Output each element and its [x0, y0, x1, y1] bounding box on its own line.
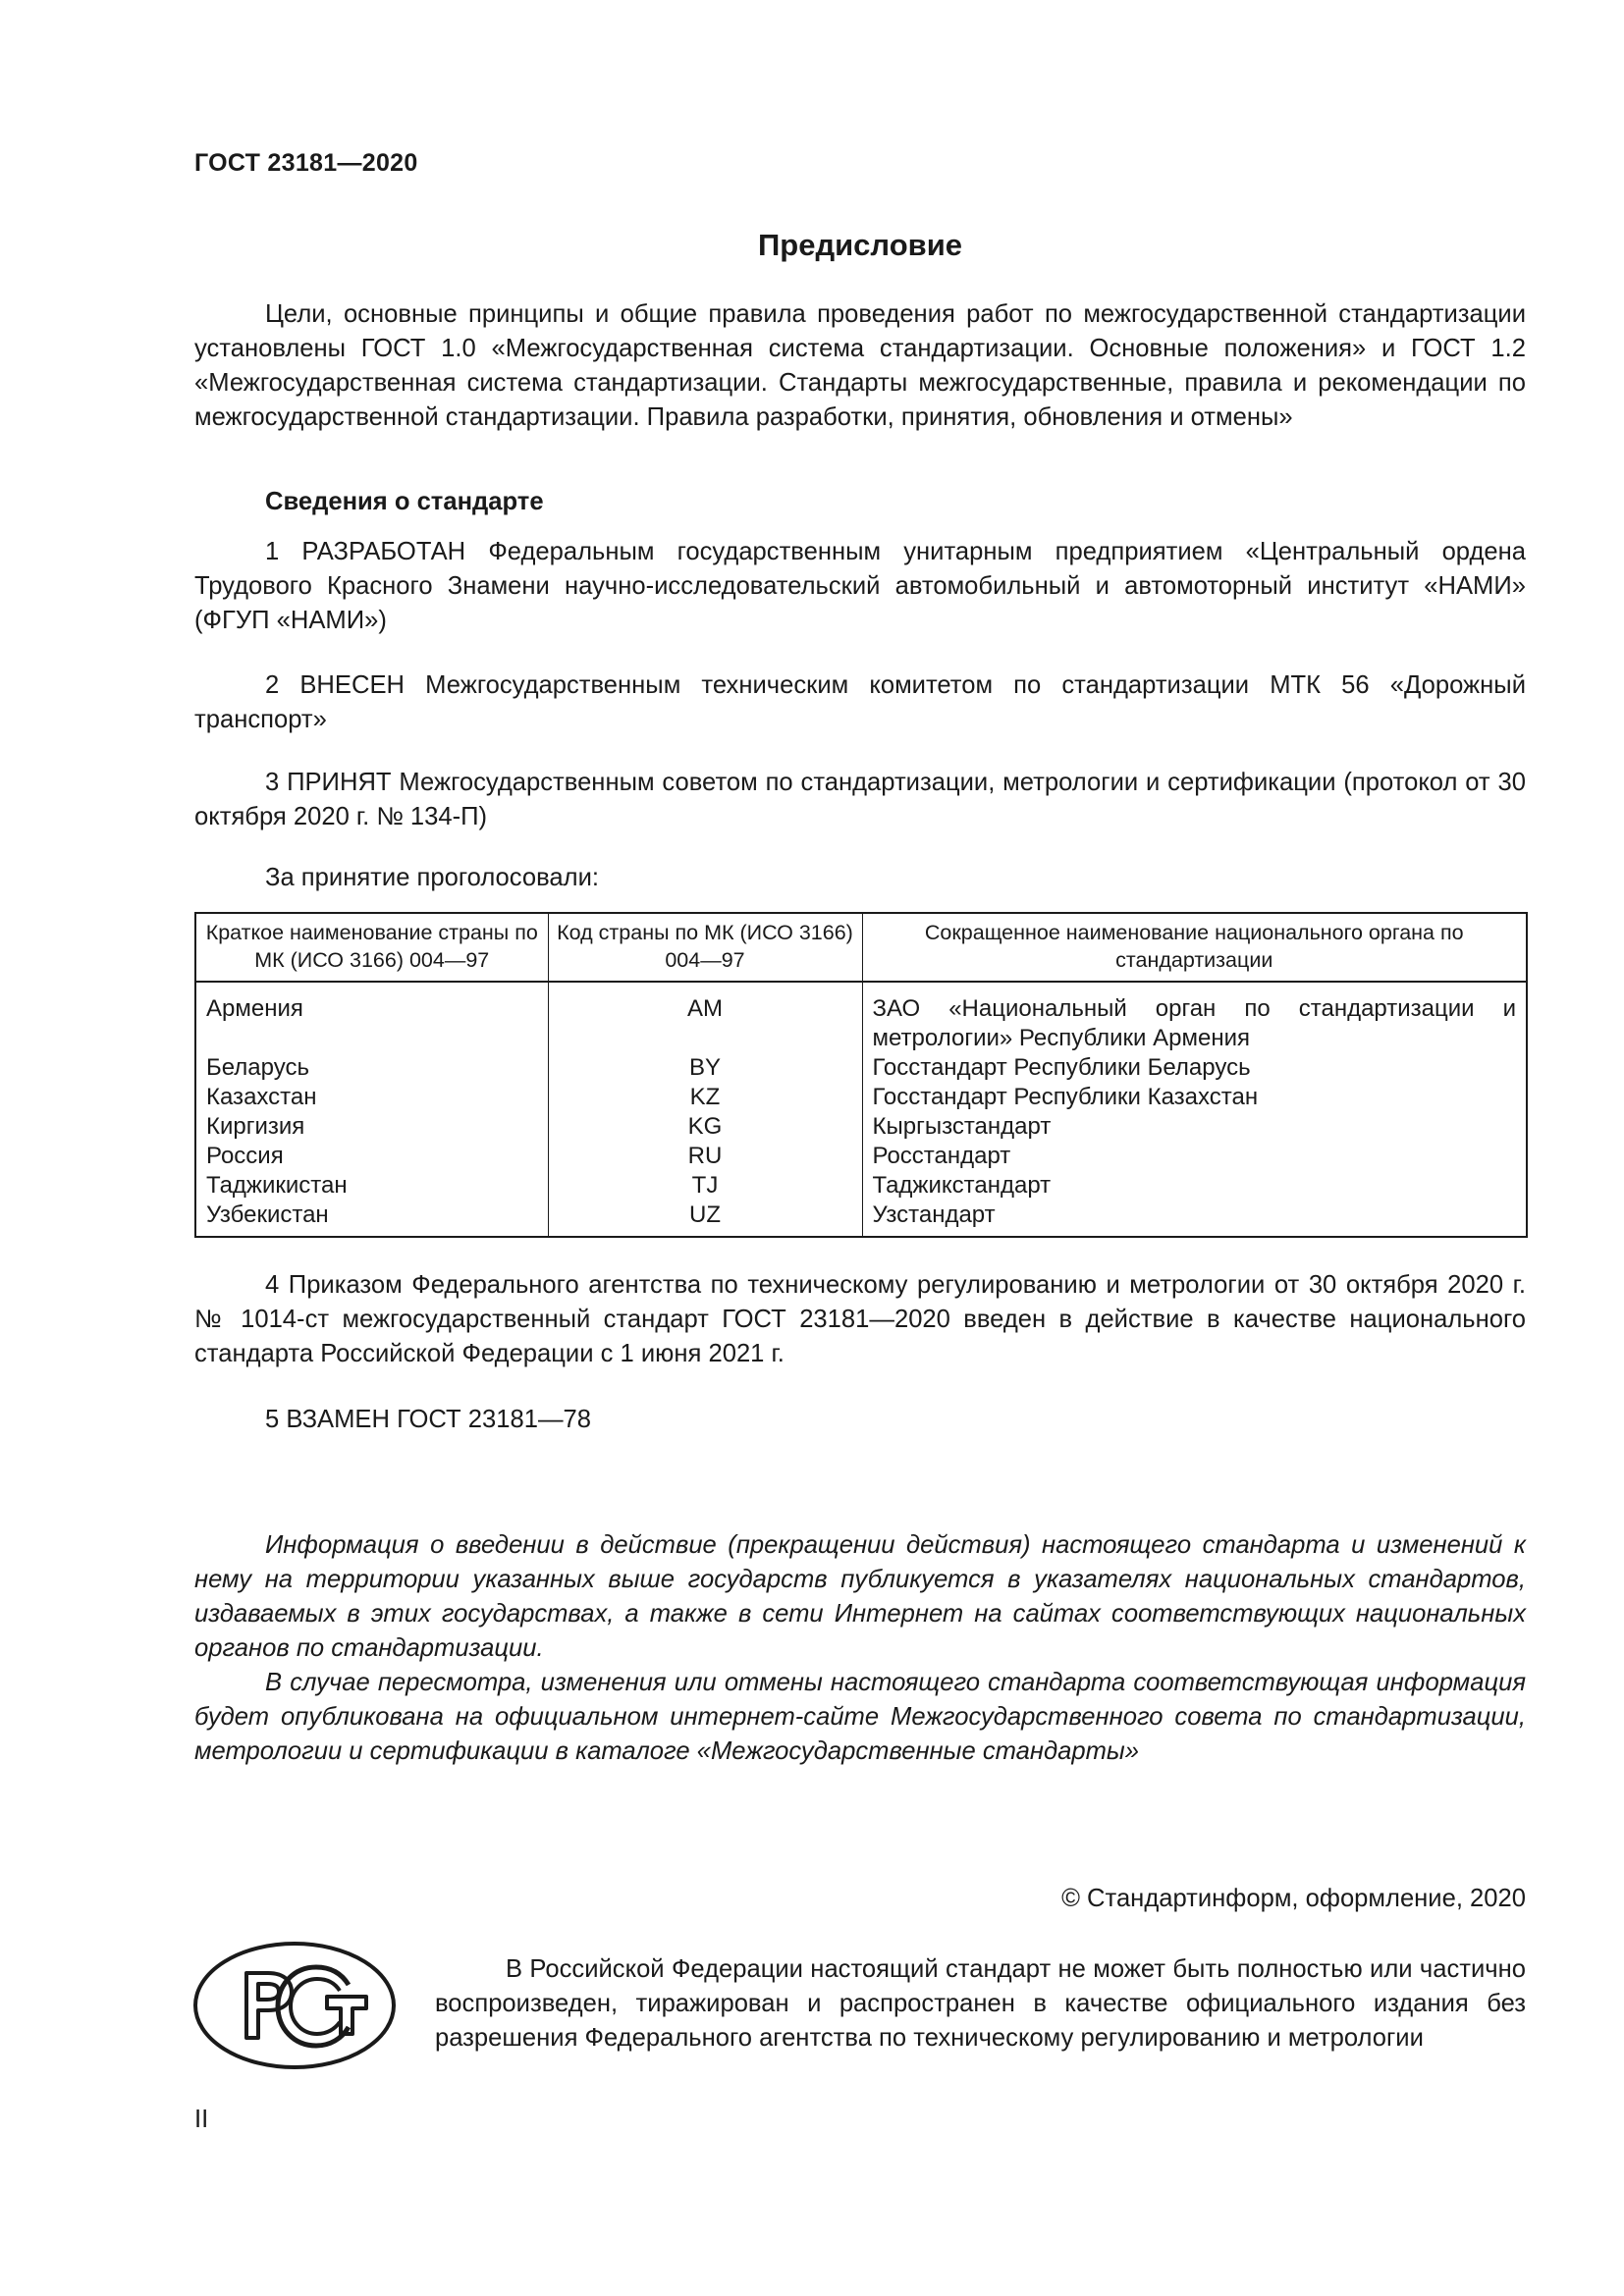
table-row — [195, 1171, 1527, 1201]
country-cell: Таджикистан — [195, 1171, 548, 1201]
copyright-line: © Стандартинформ, оформление, 2020 — [1061, 1885, 1526, 1912]
document-id-header: ГОСТ 23181—2020 — [194, 149, 418, 177]
column-header-code: Код страны по МК (ИСО 3166) 004—97 — [548, 913, 862, 982]
table-row — [195, 1201, 1527, 1237]
code-cell: TJ — [548, 1171, 862, 1201]
publication-notice — [194, 1528, 1526, 1769]
code-cell: UZ — [548, 1201, 862, 1237]
info-item-4 — [194, 1268, 1526, 1371]
legal-notice — [435, 1952, 1526, 2056]
info-item-2-text: 2 ВНЕСЕН Межгосударственным техническим комитетом по стандартизации МТК 56 «Дорожный транспорт» — [194, 671, 1526, 733]
info-item-3-text: 3 ПРИНЯТ Межгосударственным советом по стандартизации, метрологии и сертификации (протокол от 30 октября 2020 г. № 134-П) — [194, 769, 1526, 830]
org-cell: Таджикстандарт — [862, 1171, 1527, 1201]
info-item-3 — [194, 766, 1526, 834]
intro-paragraph — [194, 297, 1526, 435]
notice-paragraph-1: Информация о введении в действие (прекращении действия) настоящего стандарта и изменений к нему на территории указанных выше государств публикуется в указателях национальных стандартов, издаваемых в этих государствах, а также в сети Интернет на сайтах соответствующих национальных органов по стандартизации. — [194, 1531, 1526, 1662]
info-item-4-text: 4 Приказом Федерального агентства по техническому регулированию и метрологии от 30 октября 2020 г. № 1014-ст межгосударственный стандарт ГОСТ 23181—2020 введен в действие в качестве национального стандарта Российской Федерации с 1 июня 2021 г. — [194, 1271, 1526, 1367]
notice-paragraph-2: В случае пересмотра, изменения или отмены настоящего стандарта соответствующая информация будет опубликована на официальном интернет-сайте Межгосударственного совета по стандартизации, метрологии и сертификации в каталоге «Межгосударственные стандарты» — [194, 1669, 1526, 1765]
section-subheading: Сведения о стандарте — [265, 488, 544, 515]
vote-table — [194, 912, 1528, 1238]
code-cell: KG — [548, 1112, 862, 1142]
org-cell: Узстандарт — [862, 1201, 1527, 1237]
table-row — [195, 1083, 1527, 1112]
table-row — [195, 982, 1527, 1053]
intro-text: Цели, основные принципы и общие правила проведения работ по межгосударственной стандартизации установлены ГОСТ 1.0 «Межгосударственная система стандартизации. Основные положения» и ГОСТ 1.2 «Межгосударственная система стандартизации. Стандарты межгосударственные, правила и рекомендации по межгосударственной стандартизации. Правила разработки, принятия, обновления и отмены» — [194, 300, 1526, 431]
org-cell: Росстандарт — [862, 1142, 1527, 1171]
pct-certification-mark-icon — [191, 1940, 398, 2072]
page-title: Предисловие — [757, 228, 962, 262]
legal-notice-text: В Российской Федерации настоящий стандарт не может быть полностью или частично воспроизведен, тиражирован и распространен в качестве официального издания без разрешения Федерального агентства по техническому регулированию и метрологии — [435, 1955, 1526, 2052]
country-cell: Казахстан — [195, 1083, 548, 1112]
column-header-country: Краткое наименование страны по МК (ИСО 3166) 004—97 — [195, 913, 548, 982]
column-header-org: Сокращенное наименование национального органа по стандартизации — [862, 913, 1527, 982]
country-cell: Россия — [195, 1142, 548, 1171]
code-cell: RU — [548, 1142, 862, 1171]
org-cell: ЗАО «Национальный орган по стандартизации и метрологии» Республики Армения — [862, 982, 1527, 1053]
info-item-1 — [194, 535, 1526, 638]
info-item-5 — [194, 1403, 1526, 1437]
country-cell: Узбекистан — [195, 1201, 548, 1237]
vote-heading: За принятие проголосовали: — [265, 864, 599, 891]
code-cell: AM — [548, 982, 862, 1053]
country-cell: Беларусь — [195, 1053, 548, 1083]
table-row — [195, 1142, 1527, 1171]
country-cell: Армения — [195, 982, 548, 1053]
table-row — [195, 1053, 1527, 1083]
code-cell: BY — [548, 1053, 862, 1083]
page-number: II — [194, 2106, 209, 2133]
org-cell: Госстандарт Республики Казахстан — [862, 1083, 1527, 1112]
country-cell: Киргизия — [195, 1112, 548, 1142]
table-row — [195, 1112, 1527, 1142]
vote-table-header — [195, 913, 1527, 982]
info-item-2 — [194, 668, 1526, 737]
org-cell: Госстандарт Республики Беларусь — [862, 1053, 1527, 1083]
info-item-5-text: 5 ВЗАМЕН ГОСТ 23181—78 — [265, 1406, 592, 1433]
info-item-1-text: 1 РАЗРАБОТАН Федеральным государственным унитарным предприятием «Центральный ордена Трудового Красного Знамени научно-исследовательский автомобильный и автомоторный институт «НАМИ» (ФГУП «НАМИ») — [194, 538, 1526, 634]
code-cell: KZ — [548, 1083, 862, 1112]
org-cell: Кыргызстандарт — [862, 1112, 1527, 1142]
